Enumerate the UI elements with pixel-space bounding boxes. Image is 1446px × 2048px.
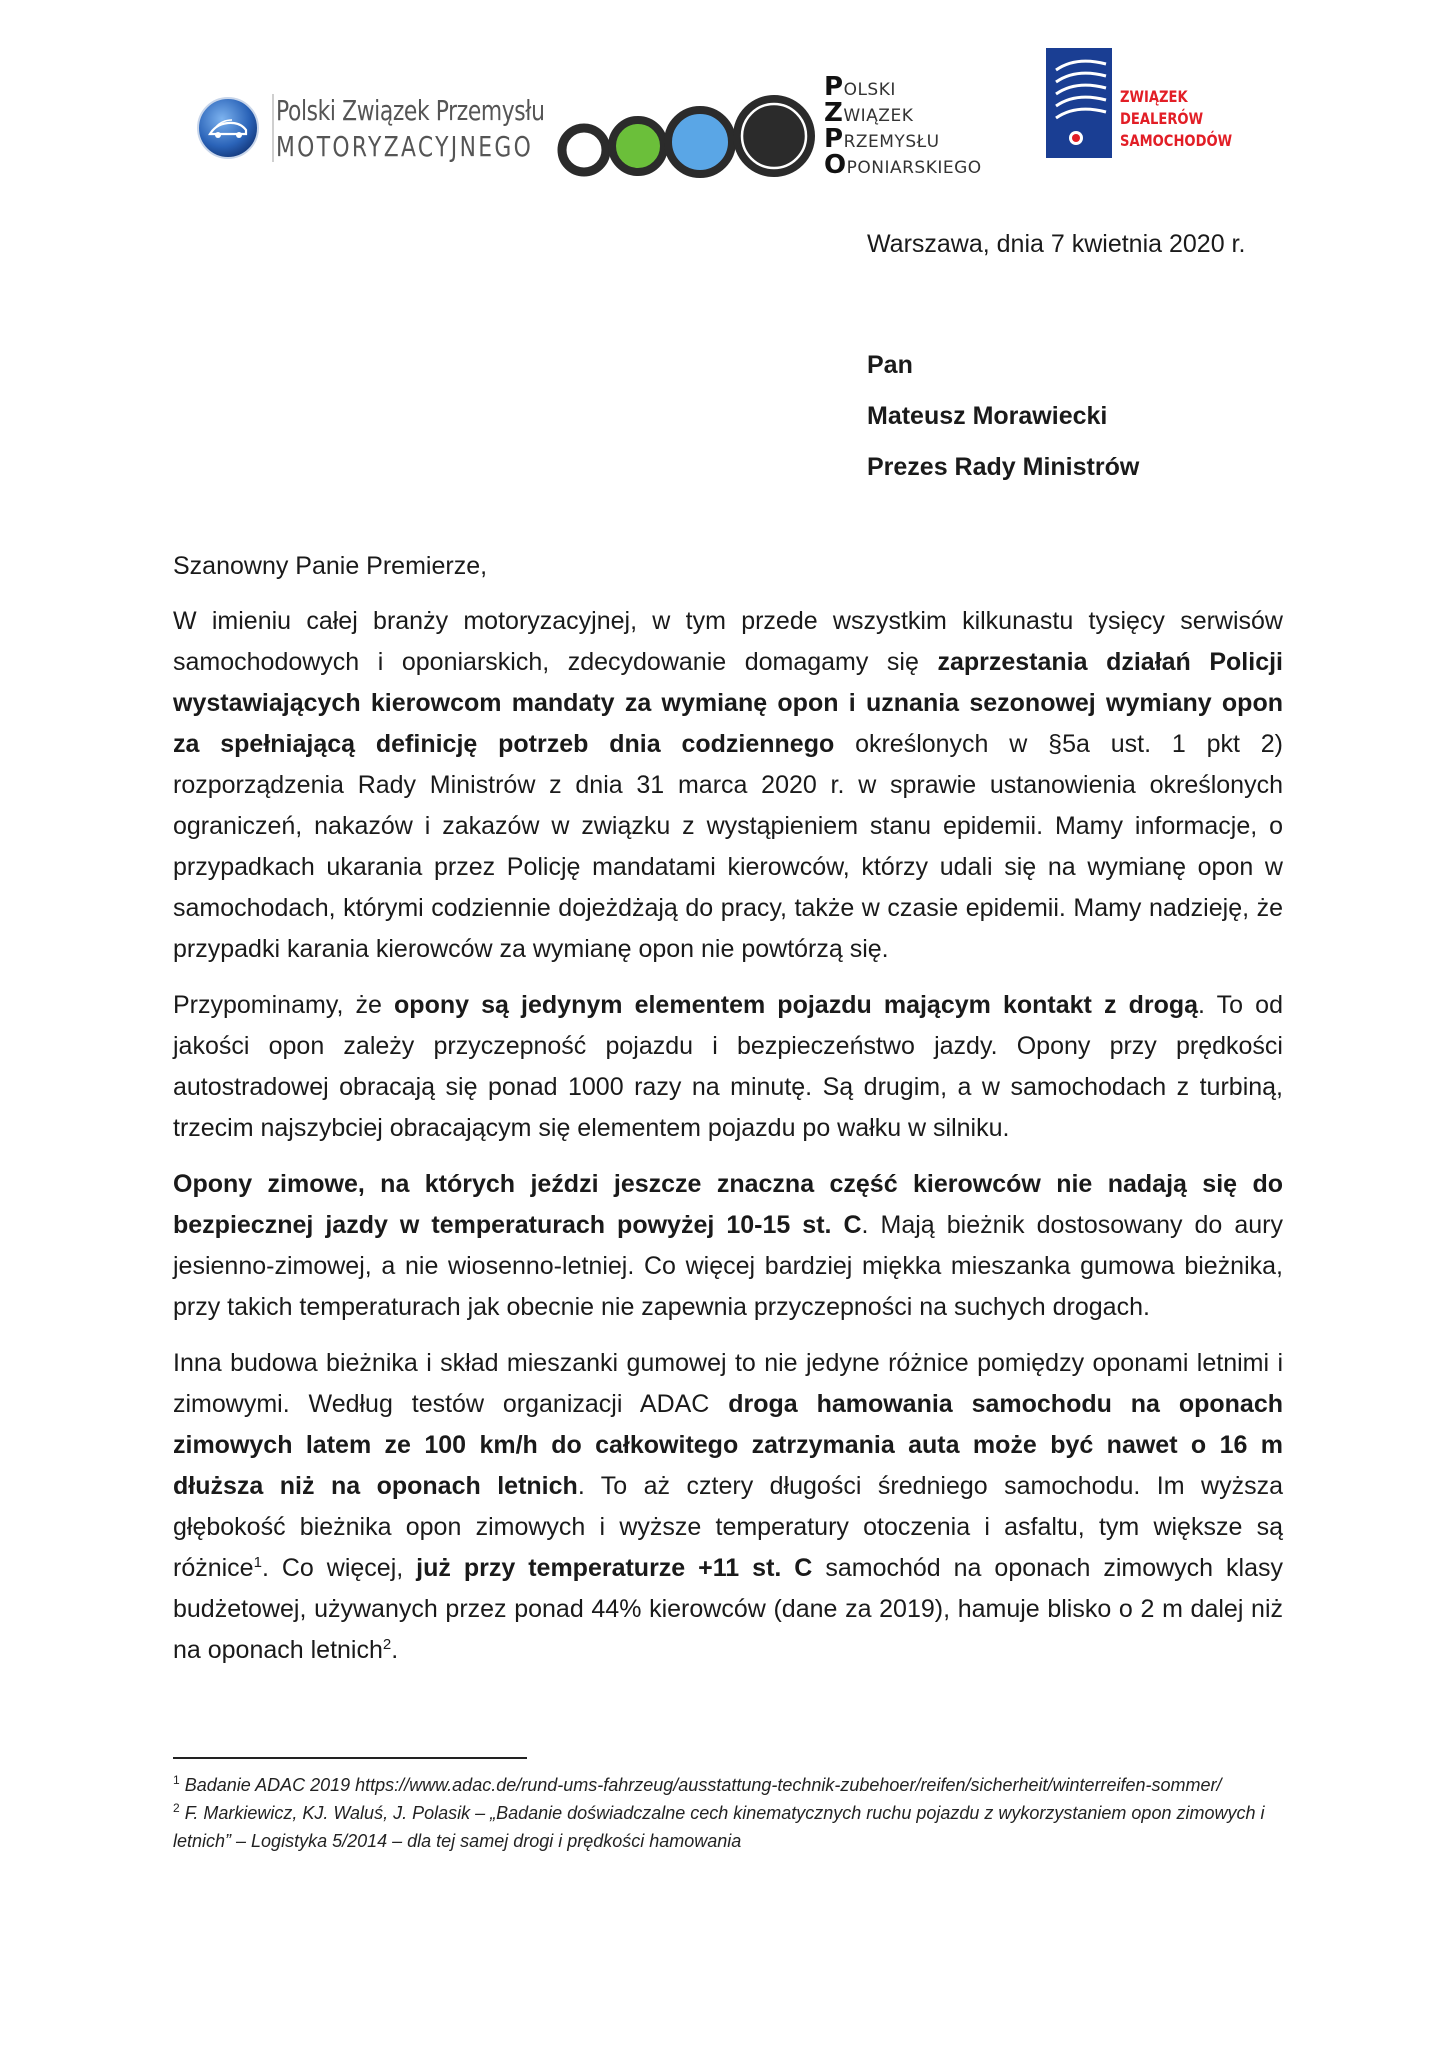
paragraph-4: Inna budowa bieżnika i skład mieszanki gumowej to nie jedyne różnice pomiędzy oponami letnimi i zimowymi. Według testów organizacji ADAC droga hamowania samochodu na oponach zimowych latem ze 100 km/h do całkowitego zatrzymania auta może być nawet o 16 m dłuższa niż na oponach letnich. To aż cztery długości średniego samochodu. Im wyższa głębokość bieżnika opon zimowych i wyższe temperatury otoczenia i asfaltu, tym większe są różnice$^1$. Co więcej, już przy temperaturze +11 st. C samochód na oponach zimowych klasy budżetowej, używanych przez ponad 44% kierowców (dane za 2019), hamuje blisko o 2 m dalej niż na oponach letnich$^2$.	[173, 1349, 1284, 1664]
addressee-line-2: Mateusz Morawiecki	[867, 402, 1108, 430]
pzpo-row-4: OPONIARSKIEGO	[824, 150, 982, 180]
zds-name: ZWIĄZEK DEALERÓW SAMOCHODÓW	[1120, 87, 1233, 150]
pzpo-logo	[556, 74, 986, 184]
pzpo-name	[824, 74, 994, 178]
pzpo-row-2: ZWIĄZEK	[824, 98, 914, 128]
car-emblem-icon	[196, 96, 260, 160]
footnotes	[173, 1771, 1283, 1855]
pzpo-row-3: PRZEMYSŁU	[824, 124, 940, 154]
addressee-block	[867, 340, 1139, 493]
footnote-separator	[173, 1757, 527, 1759]
addressee-line-1: Pan	[867, 351, 913, 379]
pzpo-row-1: POLSKI	[824, 72, 896, 102]
pzpm-name-line1: Polski Związek Przemysłu	[276, 94, 545, 127]
zds-logo	[1046, 48, 1233, 160]
letter-date: Warszawa, dnia 7 kwietnia 2020 r.	[867, 230, 1246, 258]
pzpm-logo	[196, 92, 545, 172]
pzpm-name-line2: MOTORYZACYJNEGO	[276, 130, 534, 163]
tire-circles-icon	[556, 94, 820, 178]
addressee-line-3: Prezes Rady Ministrów	[867, 453, 1140, 481]
salutation: Szanowny Panie Premierze,	[173, 552, 488, 580]
paragraph-2: Przypominamy, że opony są jedynym elementem pojazdu mającym kontakt z drogą. To od jakości opon zależy przyczepność pojazdu i bezpieczeństwo jazdy. Opony przy prędkości autostradowej obracają się ponad 1000 razy na minutę. Są drugim, a w samochodach z turbiną, trzecim najszybciej obracającym się elementem pojazdu po wałku w silniku.	[173, 991, 1283, 1142]
logo-divider	[272, 94, 274, 162]
footnote-2: $^2$ F. Markiewicz, KJ. Waluś, J. Polasik – „Badanie doświadczalne cech kinematycznych ruchu pojazdu z wykorzystaniem opon zimowych i letnich” – Logistyka 5/2014 – dla tej samej drogi i prędkości hamowania	[173, 1801, 1265, 1851]
footnote-1: $^1$ Badanie ADAC 2019 https://www.adac.de/rund-ums-fahrzeug/ausstattung-technik-zubehoer/reifen/sicherheit/winterreifen-sommer/	[173, 1773, 1222, 1795]
paragraph-1: W imieniu całej branży motoryzacyjnej, w tym przede wszystkim kilkunastu tysięcy serwisów samochodowych i oponiarskich, zdecydowanie domagamy się zaprzestania działań Policji wystawiających kierowcom mandaty za wymianę opon i uznania sezonowej wymiany opon za spełniającą definicję potrzeb dnia codziennego określonych w §5a ust. 1 pkt 2) rozporządzenia Rady Ministrów z dnia 31 marca 2020 r. w sprawie ustanowienia określonych ograniczeń, nakazów i zakazów w związku z wystąpieniem stanu epidemii. Mamy informacje, o przypadkach ukarania przez Policję mandatami kierowców, którzy udali się na wymianę opon w samochodach, którymi codziennie dojeżdżają do pracy, także w czasie epidemii. Mamy nadzieję, że przypadki karania kierowców za wymianę opon nie powtórzą się.	[173, 607, 1284, 963]
paragraph-3: Opony zimowe, na których jeździ jeszcze znaczna część kierowców nie nadają się do bezpiecznej jazdy w temperaturach powyżej 10-15 st. C. Mają bieżnik dostosowany do aury jesienno-zimowej, a nie wiosenno-letniej. Co więcej bardziej miękka mieszanka gumowa bieżnika, przy takich temperaturach jak obecnie nie zapewnia przyczepności na suchych drogach.	[173, 1170, 1283, 1321]
footnote-ref-1: 1	[253, 1554, 262, 1571]
footnote-ref-2: 2	[382, 1636, 392, 1653]
letter-body	[173, 601, 1283, 1686]
zds-wave-icon	[1046, 48, 1112, 158]
